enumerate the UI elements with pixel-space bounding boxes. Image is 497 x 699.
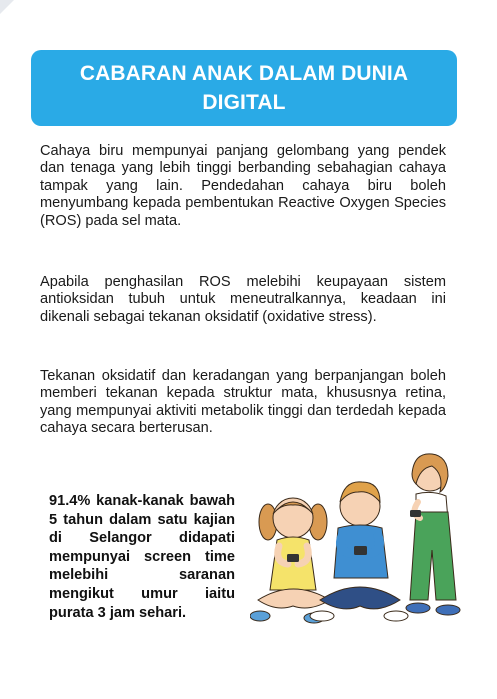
paragraph-blue-light: Cahaya biru mempunyai panjang gelombang yang pendek dan tenaga yang lebih tinggi berbanding sebahagian cahaya tampak yang lain. Pendedahan cahaya biru boleh menyumbang kepada pembentukan Reactive Oxygen Species (ROS) pada sel mata. <box>40 143 446 229</box>
corner-fold-icon <box>0 0 18 18</box>
title-banner <box>31 50 457 126</box>
boy-sitting-figure <box>310 482 408 621</box>
children-using-smartphones-illustration <box>250 450 480 640</box>
paragraph-oxidative-stress: Apabila penghasilan ROS melebihi keupayaan sistem antioksidan tubuh untuk meneutralkannya, keadaan ini dikenali sebagai tekanan oksidatif (oxidative stress). <box>40 274 446 325</box>
girl-sitting-figure <box>250 498 330 623</box>
statistic-screen-time: 91.4% kanak-kanak bawah 5 tahun dalam satu kajian di Selangor didapati mempunyai screen time melebihi saranan mengikut umur iaitu purata 3 jam sehari. <box>49 493 235 621</box>
girl-standing-figure <box>406 454 460 615</box>
paragraph-retina-pressure: Tekanan oksidatif dan keradangan yang berpanjangan boleh memberi tekanan kepada struktur mata, khususnya retina, yang mempunyai aktiviti metabolik tinggi dan terdedah kepada cahaya secara berterusan. <box>40 368 446 437</box>
page-title: CABARAN ANAK DALAM DUNIA DIGITAL <box>79 62 409 114</box>
